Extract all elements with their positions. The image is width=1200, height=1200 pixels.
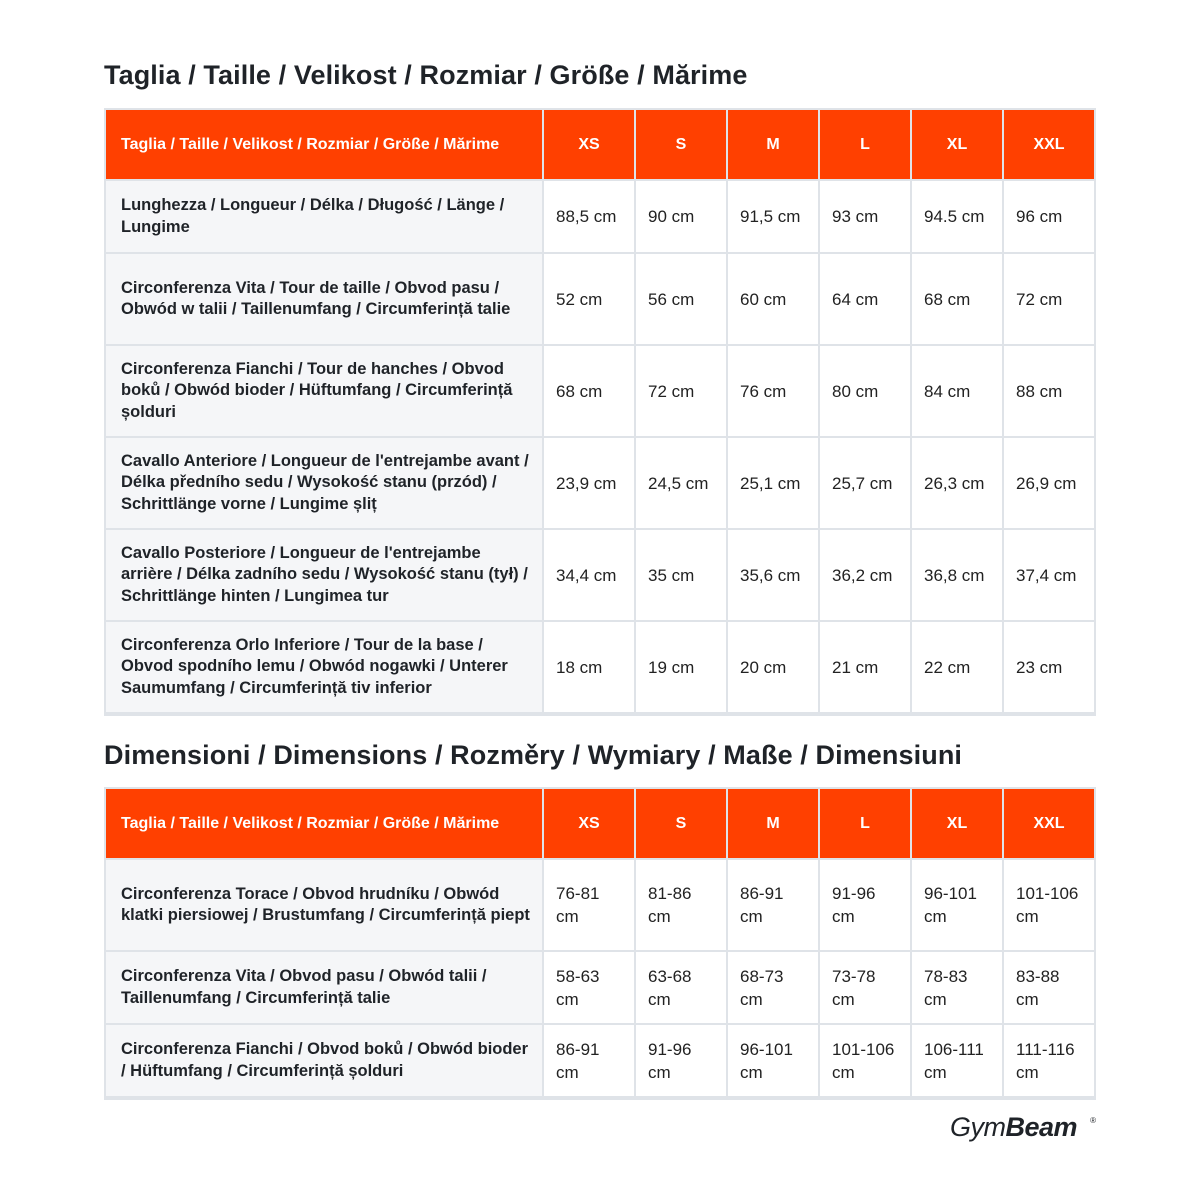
- header-size-label: Taglia / Taille / Velikost / Rozmiar / Größe / Mărime: [106, 110, 542, 179]
- table-cell: 35 cm: [636, 530, 726, 620]
- table-cell: 26,9 cm: [1004, 438, 1094, 528]
- table-cell: 63-68 cm: [636, 952, 726, 1023]
- row-label: Circonferenza Orlo Inferiore / Tour de la base / Obvod spodního lemu / Obwód nogawki / Unterer Saumumfang / Circumferință tiv inferior: [106, 622, 542, 712]
- table-cell: 23 cm: [1004, 622, 1094, 712]
- table-cell: 24,5 cm: [636, 438, 726, 528]
- table-cell: 88,5 cm: [544, 181, 634, 252]
- row-label: Lunghezza / Longueur / Délka / Długość / Länge / Lungime: [106, 181, 542, 252]
- table-cell: 23,9 cm: [544, 438, 634, 528]
- row-label: Cavallo Posteriore / Longueur de l'entrejambe arrière / Délka zadního sedu / Wysokość stanu (tył) / Schrittlänge hinten / Lungimea tur: [106, 530, 542, 620]
- header-size-xs: XS: [544, 110, 634, 179]
- table-cell: 20 cm: [728, 622, 818, 712]
- table-cell: 76-81 cm: [544, 860, 634, 950]
- table-cell: 64 cm: [820, 254, 910, 344]
- table-row: [106, 952, 1094, 1023]
- table-cell: 88 cm: [1004, 346, 1094, 436]
- size-section-title: Taglia / Taille / Velikost / Rozmiar / Größe / Mărime: [104, 60, 748, 90]
- row-label: Circonferenza Vita / Obvod pasu / Obwód talii / Taillenumfang / Circumferință talie: [106, 952, 542, 1023]
- header-size-xl: XL: [912, 789, 1002, 858]
- table-cell: 52 cm: [544, 254, 634, 344]
- header-size-xl: XL: [912, 110, 1002, 179]
- table-cell: 58-63 cm: [544, 952, 634, 1023]
- table-cell: 91,5 cm: [728, 181, 818, 252]
- table-cell: 36,2 cm: [820, 530, 910, 620]
- table-cell: 35,6 cm: [728, 530, 818, 620]
- registered-mark: ®: [1090, 1116, 1096, 1125]
- table-cell: 68 cm: [912, 254, 1002, 344]
- dimensions-section-title: Dimensioni / Dimensions / Rozměry / Wymiary / Maße / Dimensiuni: [104, 740, 963, 770]
- table-cell: 93 cm: [820, 181, 910, 252]
- table-cell: 80 cm: [820, 346, 910, 436]
- table-row: [106, 860, 1094, 950]
- header-size-xxl: XXL: [1004, 789, 1094, 858]
- logo-text-light: Gym: [950, 1112, 1006, 1142]
- table-cell: 37,4 cm: [1004, 530, 1094, 620]
- table-cell: 25,7 cm: [820, 438, 910, 528]
- header-size-label: Taglia / Taille / Velikost / Rozmiar / Größe / Mărime: [106, 789, 542, 858]
- table-cell: 78-83 cm: [912, 952, 1002, 1023]
- table-cell: 86-91 cm: [544, 1025, 634, 1096]
- header-size-l: L: [820, 110, 910, 179]
- table-cell: 86-91 cm: [728, 860, 818, 950]
- table-header-row: [106, 110, 1094, 179]
- header-size-l: L: [820, 789, 910, 858]
- header-size-xxl: XXL: [1004, 110, 1094, 179]
- table-cell: 73-78 cm: [820, 952, 910, 1023]
- table-cell: 25,1 cm: [728, 438, 818, 528]
- header-size-m: M: [728, 110, 818, 179]
- table-row: [106, 346, 1094, 436]
- row-label: Circonferenza Fianchi / Tour de hanches / Obvod boků / Obwód bioder / Hüftumfang / Circumferință șolduri: [106, 346, 542, 436]
- header-size-s: S: [636, 789, 726, 858]
- gymbeam-logo: [950, 1112, 1096, 1148]
- row-label: Cavallo Anteriore / Longueur de l'entrejambe avant / Délka předního sedu / Wysokość stanu (przód) / Schrittlänge vorne / Lungime șliț: [106, 438, 542, 528]
- table-cell: 18 cm: [544, 622, 634, 712]
- table-cell: 111-116 cm: [1004, 1025, 1094, 1096]
- table-cell: 36,8 cm: [912, 530, 1002, 620]
- row-label: Circonferenza Vita / Tour de taille / Obvod pasu / Obwód w talii / Taillenumfang / Circumferință talie: [106, 254, 542, 344]
- size-table: [104, 108, 1096, 716]
- table-cell: 91-96 cm: [636, 1025, 726, 1096]
- header-size-xs: XS: [544, 789, 634, 858]
- dimensions-table: [104, 787, 1096, 1100]
- table-cell: 94.5 cm: [912, 181, 1002, 252]
- table-cell: 106-111 cm: [912, 1025, 1002, 1096]
- table-cell: 81-86 cm: [636, 860, 726, 950]
- table-cell: 91-96 cm: [820, 860, 910, 950]
- table-cell: 22 cm: [912, 622, 1002, 712]
- table-cell: 72 cm: [1004, 254, 1094, 344]
- row-label: Circonferenza Fianchi / Obvod boků / Obwód bioder / Hüftumfang / Circumferință șolduri: [106, 1025, 542, 1096]
- table-cell: 72 cm: [636, 346, 726, 436]
- table-row: [106, 530, 1094, 620]
- table-row: [106, 438, 1094, 528]
- table-row: [106, 181, 1094, 252]
- table-cell: 84 cm: [912, 346, 1002, 436]
- table-cell: 60 cm: [728, 254, 818, 344]
- table-cell: 34,4 cm: [544, 530, 634, 620]
- table-cell: 26,3 cm: [912, 438, 1002, 528]
- table-cell: 101-106 cm: [820, 1025, 910, 1096]
- table-cell: 68-73 cm: [728, 952, 818, 1023]
- table-row: [106, 254, 1094, 344]
- table-cell: 96 cm: [1004, 181, 1094, 252]
- row-label: Circonferenza Torace / Obvod hrudníku / Obwód klatki piersiowej / Brustumfang / Circumferință piept: [106, 860, 542, 950]
- table-row: [106, 622, 1094, 712]
- table-cell: 76 cm: [728, 346, 818, 436]
- table-row: [106, 1025, 1094, 1096]
- table-cell: 19 cm: [636, 622, 726, 712]
- table-header-row: [106, 789, 1094, 858]
- table-cell: 68 cm: [544, 346, 634, 436]
- table-cell: 56 cm: [636, 254, 726, 344]
- logo-text-bold: Beam: [1005, 1112, 1078, 1142]
- table-cell: 101-106 cm: [1004, 860, 1094, 950]
- header-size-s: S: [636, 110, 726, 179]
- table-cell: 83-88 cm: [1004, 952, 1094, 1023]
- table-cell: 96-101 cm: [912, 860, 1002, 950]
- table-cell: 96-101 cm: [728, 1025, 818, 1096]
- header-size-m: M: [728, 789, 818, 858]
- table-cell: 90 cm: [636, 181, 726, 252]
- table-cell: 21 cm: [820, 622, 910, 712]
